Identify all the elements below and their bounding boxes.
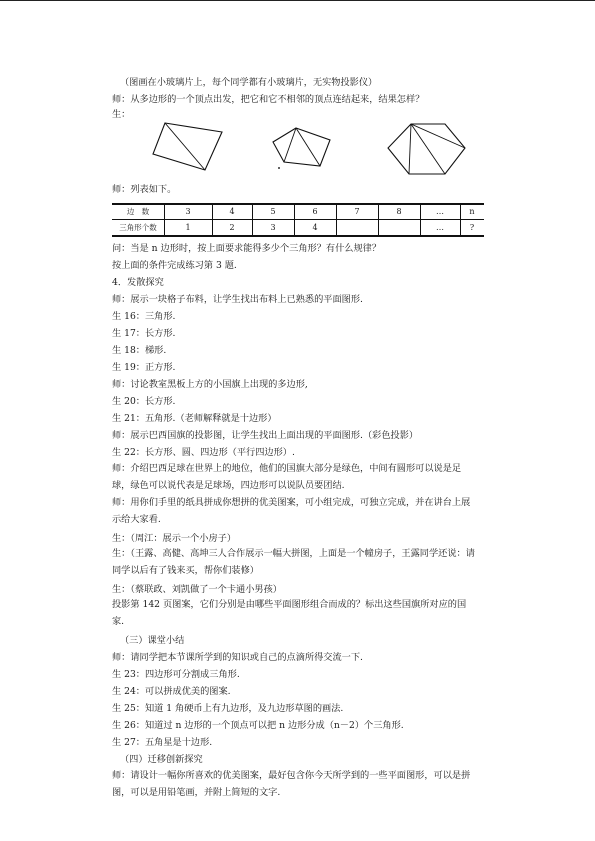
table-cell: 6 [312, 207, 318, 216]
text-line: 师：讨论教室黑板上方的小国旗上出现的多边形, [112, 379, 308, 390]
section-heading: （三）课堂小结 [120, 635, 185, 646]
paragraph: 生：（王露、高健、高坤三人合作展示一幅大拼图，上面是一个幢房子，王露同学还说：请同学以后有了钱来买，帮你们装修） [112, 548, 475, 576]
top-rule [0, 0, 595, 1]
paragraph: 投影第 142 页图案，它们分别是由哪些平面图形组合而成的？标出这些国旗所对应的国家. [112, 599, 467, 627]
edges-triangles-table [112, 203, 484, 236]
table-cell: 8 [396, 207, 402, 216]
table-cell: 4 [229, 207, 235, 216]
table-row-label: 边 数 [126, 207, 150, 216]
table-cell: 2 [229, 223, 235, 232]
text-line: 生 22：长方形、圆、四边形（平行四边形）. [112, 447, 295, 458]
pentagon-figure [270, 124, 342, 172]
text-line: 生 21：五角形.（老师解释就是十边形） [112, 413, 277, 424]
section-heading: （四）迁移创新探究 [120, 754, 203, 765]
table-cell: 1 [185, 223, 191, 232]
table-cell: 3 [185, 207, 191, 216]
table-cell [378, 220, 420, 236]
table-cell: n [469, 207, 475, 216]
text-line: 生 23：四边形可分割成三角形. [112, 669, 240, 680]
table-cell: ? [469, 223, 475, 232]
text-line: 4．发散探究 [112, 277, 164, 288]
text-line: 生 27：五角星是十边形. [112, 737, 213, 748]
text-line: 生：（蔡联政、刘凯做了一个卡通小男孩） [112, 584, 282, 595]
table-cell: … [436, 207, 444, 216]
text-line-4: 师：列表如下。 [112, 184, 177, 195]
table-cell [336, 220, 378, 236]
text-line-1: （图画在小玻璃片上，每个同学都有小玻璃片，无实物投影仪） [120, 77, 378, 88]
text-line: 问：当是 n 边形时，按上面要求能得多少个三角形？有什么规律？ [112, 243, 382, 254]
table-cell: 5 [270, 207, 276, 216]
text-line: 生 24：可以拼成优美的图案. [112, 686, 231, 697]
text-line: 生 20：长方形. [112, 396, 176, 407]
paragraph: 师：介绍巴西足球在世界上的地位，他们的国旗大部分是绿色，中间有圆形可以说是足球，绿色可以说代表是足球场，四边形可以说队员要团结. [112, 463, 462, 491]
text-line: 按上面的条件完成练习第 3 题. [112, 260, 237, 271]
table-row-label: 三角形个数 [119, 223, 157, 232]
text-line-2: 师：从多边形的一个顶点出发，把它和它不相邻的顶点连结起来，结果怎样？ [112, 94, 425, 105]
text-line: 生 18：梯形. [112, 345, 167, 356]
text-line: 生：（周江：展示一个小房子） [112, 533, 237, 544]
table-cell: 7 [354, 207, 360, 216]
paragraph: 师：用你们手里的纸具拼成你想拼的优美图案，可小组完成，可独立完成，并在讲台上展示给大家看. [112, 497, 471, 525]
table-cell: 4 [312, 223, 318, 232]
text-line-3: 生： [112, 109, 131, 120]
paragraph: 师：请设计一幅你所喜欢的优美图案，最好包含你今天所学到的一些平面图形，可以是拼图，可以是用铅笔画，并附上简短的文字. [112, 770, 471, 798]
hexagon-figure [385, 120, 470, 176]
text-line: 生 17：长方形. [112, 328, 176, 339]
text-line: 师：展示一块格子布料，让学生找出布料上已熟悉的平面图形. [112, 294, 363, 305]
quadrilateral-figure [150, 118, 232, 174]
text-line: 师：展示巴西国旗的投影图，让学生找出上面出现的平面图形.（彩色投影） [112, 430, 419, 441]
text-line: 师：请同学把本节课所学到的知识或自己的点滴所得交流一下. [112, 652, 363, 663]
text-line: 生 16：三角形. [112, 311, 176, 322]
text-line: 生 26：知道过 n 边形的一个顶点可以把 n 边形分成（n－2）个三角形. [112, 720, 404, 731]
text-line: 生 25：知道 1 角硬币上有九边形，及九边形草图的画法. [112, 703, 344, 714]
table-cell: 3 [270, 223, 276, 232]
text-line: 生 19：正方形. [112, 362, 176, 373]
table-cell: … [436, 223, 444, 232]
